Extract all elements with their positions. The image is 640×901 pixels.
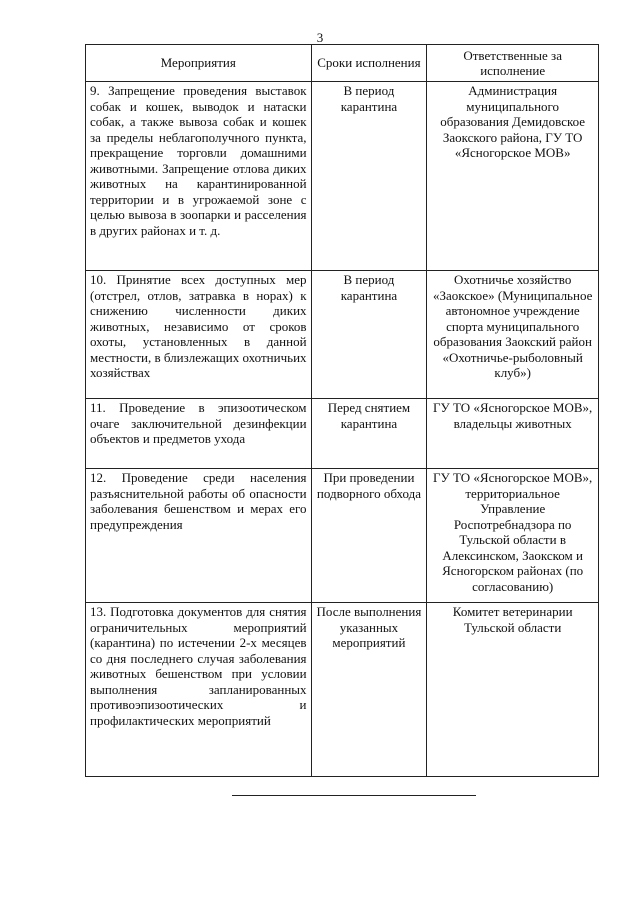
responsible-cell: ГУ ТО «Ясногорское МОВ», владельцы животных [427,399,599,469]
responsible-cell: Администрация муниципального образования Демидовское Заокского района, ГУ ТО «Ясногорское МОВ» [427,82,599,271]
measure-cell: 12. Проведение среди населения разъяснительной работы об опасности заболевания бешенством и мерах его предупреждения [86,469,312,603]
table-row [86,82,599,271]
measure-cell: 9. Запрещение проведения выставок собак и кошек, выводок и натаски собак, а также вывоза собак и кошек за пределы неблагополучного пункта, прекращение торговли домашними животными. Запрещение отлова диких животных на карантинированной территории и в угрожаемой зоне с целью вывоза в зоопарки и расселения в других районах и т. д. [86,82,312,271]
page-number: 3 [316,30,324,45]
table-row [86,399,599,469]
header-terms: Сроки исполнения [311,45,427,82]
table-row [86,469,599,603]
term-cell: При проведении подворного обхода [311,469,427,603]
header-measures: Мероприятия [86,45,312,82]
table-row [86,603,599,777]
header-responsible: Ответственные за исполнение [427,45,599,82]
responsible-cell: Комитет ветеринарии Тульской области [427,603,599,777]
term-cell: После выполнения указанных мероприятий [311,603,427,777]
footer-divider [232,795,476,796]
responsible-cell: Охотничье хозяйство «Заокское» (Муниципальное автономное учреждение спорта муниципального образования Заокский район «Охотничье-рыболовный клуб») [427,271,599,399]
table-header-row [86,45,599,82]
term-cell: Перед снятием карантина [311,399,427,469]
measure-cell: 10. Принятие всех доступных мер (отстрел, отлов, затравка в норах) к снижению численности диких животных, независимо от сроков охоты, установленных в данной местности, в близлежащих охотничьих хозяйствах [86,271,312,399]
measure-cell: 13. Подготовка документов для снятия ограничительных мероприятий (карантина) по истечении 2-х месяцев со дня последнего случая заболевания животных бешенством при условии выполнения запланированных противоэпизоотических и профилактических мероприятий [86,603,312,777]
measures-table [85,44,599,777]
responsible-cell: ГУ ТО «Ясногорское МОВ», территориальное Управление Роспотребнадзора по Тульской области в Алексинском, Заокском и Ясногорском районах (по согласованию) [427,469,599,603]
table-row [86,271,599,399]
term-cell: В период карантина [311,82,427,271]
term-cell: В период карантина [311,271,427,399]
measure-cell: 11. Проведение в эпизоотическом очаге заключительной дезинфекции объектов и предметов ухода [86,399,312,469]
